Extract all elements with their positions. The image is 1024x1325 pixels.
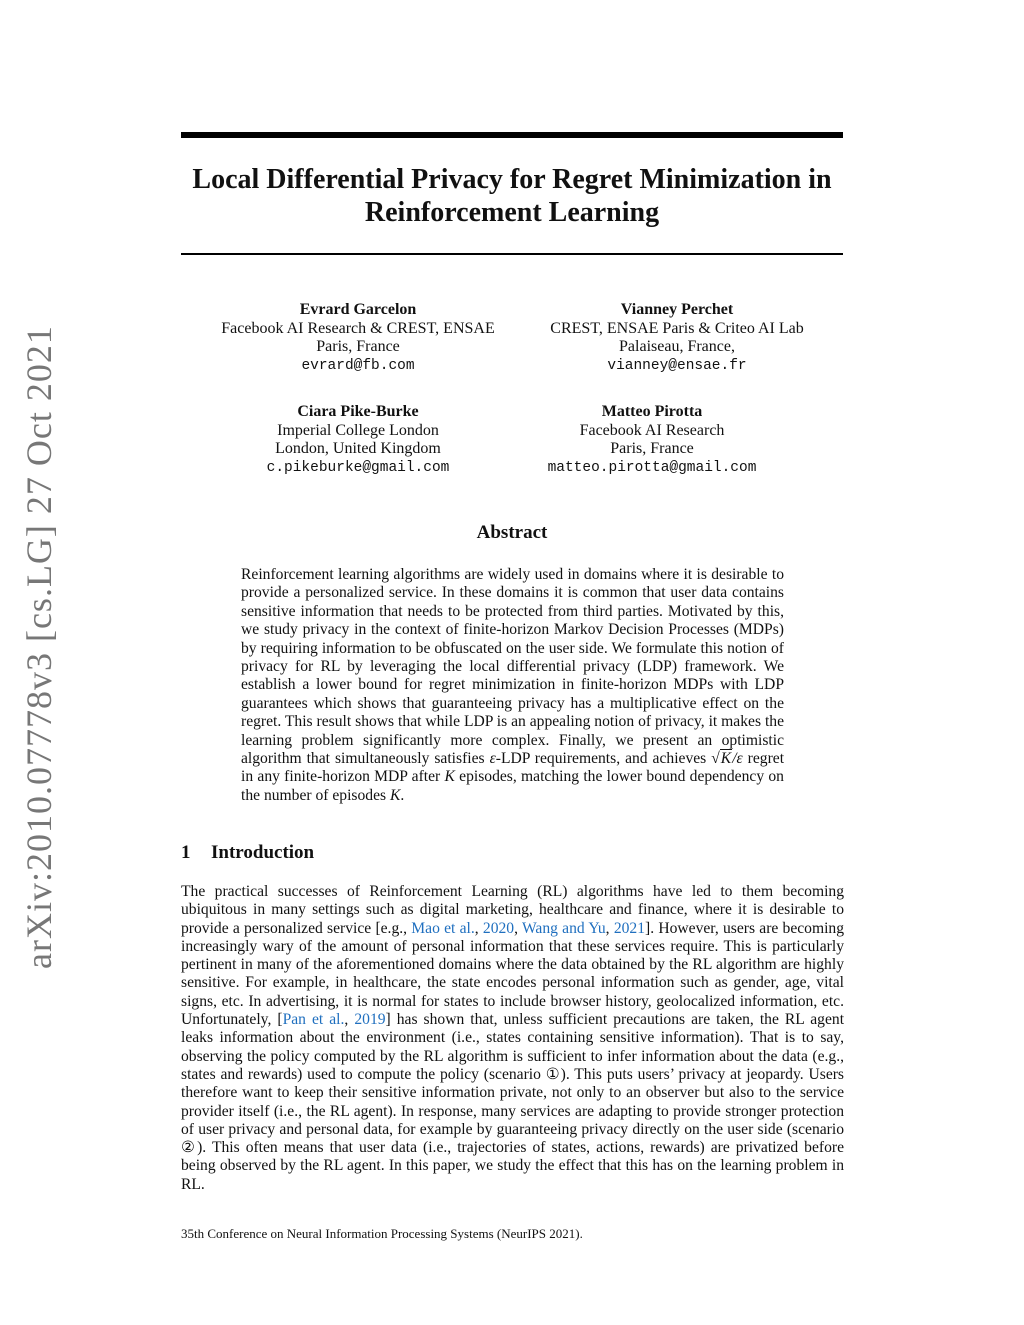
abstract-heading: Abstract [476, 522, 548, 543]
abstract-body [241, 566, 784, 805]
citation-link[interactable]: Pan et al. [282, 1011, 345, 1029]
citation-separator: , [474, 919, 483, 937]
title-line-1: Local Differential Privacy for Regret Minimization in [192, 164, 832, 195]
section-number: 1 [181, 842, 191, 863]
section-heading-introduction [181, 842, 314, 864]
abstract-period: . [400, 786, 405, 804]
author-name: Matteo Pirotta [601, 403, 703, 420]
citation-link[interactable]: Mao et al. [411, 919, 475, 937]
author-name: Vianney Perchet [620, 301, 734, 318]
abstract-text-regret: regret in any finite-horizon MDP after [241, 750, 785, 786]
conference-footnote: 35th Conference on Neural Information Processing Systems (NeurIPS 2021). [181, 1226, 583, 1241]
introduction-paragraph [181, 883, 844, 1194]
author-location: London, United Kingdom [275, 440, 441, 457]
title-line-2: Reinforcement Learning [364, 197, 660, 228]
epsilon-symbol: ε [489, 750, 496, 768]
sqrt-expression: √K/ε [711, 750, 743, 768]
title-bottom-rule [181, 253, 843, 255]
author-location: Palaiseau, France, [619, 338, 735, 355]
author-email[interactable]: evrard@fb.com [301, 357, 415, 374]
citation-separator: , [344, 1011, 355, 1029]
section-title: Introduction [211, 842, 315, 863]
author-location: Paris, France [316, 338, 400, 355]
citation-separator: , [605, 919, 614, 937]
author-name: Evrard Garcelon [299, 301, 417, 318]
abstract-text-episodes: episodes, matching the lower bound dependency on the number of episodes [241, 768, 784, 804]
author-affiliation: Imperial College London [277, 421, 439, 439]
author-block-4 [492, 403, 812, 477]
arxiv-stamp-container [0, 0, 90, 1325]
author-email[interactable]: matteo.pirotta@gmail.com [547, 459, 757, 476]
author-block-3 [198, 403, 518, 477]
author-location: Paris, France [610, 440, 694, 457]
paper-title [181, 163, 843, 229]
abstract-text-main: Reinforcement learning algorithms are widely used in domains where it is desirable to provide a personalized service. In these domains it is common that user data contains sensitive information that needs to be protected from third parties. Motivated by this, we study privacy in the context of finite-horizon Markov Decision Processes (MDPs) by requiring information to be obfuscated on the user side. We formulate this notion of privacy for RL by leveraging the local differential privacy (LDP) framework. We establish a lower bound for regret minimization in finite-horizon MDPs with LDP guarantees which shows that guaranteeing privacy has a multiplicative effect on the regret. This result shows that while LDP is an appealing notion of privacy, it makes the learning problem significantly more complex. Finally, we present an optimistic algorithm that simultaneously satisfies [241, 566, 784, 768]
citation-link[interactable]: 2019 [354, 1011, 386, 1029]
citation-link[interactable]: Wang and Yu [521, 919, 606, 937]
intro-text-3: ] has shown that, unless sufficient precautions are taken, the RL agent leaks information about the environment (i.e., states containing sensitive information). That is to say, observing the policy computed by the RL algorithm is sufficient to infer information about the data (e.g., states and rewards) used to compute the policy (scenario ①). This puts users’ privacy at jeopardy. Users therefore want to keep their sensitive information private, not only to an observer but also to the service provider itself (i.e., the RL agent). In response, many services are adapting to provide stronger protection of user privacy and personal data, for example by guaranteeing privacy directly on the user side (scenario ②). This often means that user data (i.e., trajectories of states, actions, rewards) are privatized before being observed by the RL agent. In this paper, we study the effect that this has on the learning problem in RL. [181, 1011, 845, 1193]
episodes-symbol-final: K [389, 786, 401, 804]
author-email[interactable]: c.pikeburke@gmail.com [266, 459, 450, 476]
author-affiliation: CREST, ENSAE Paris & Criteo AI Lab [550, 319, 804, 337]
slash-epsilon: /ε [732, 750, 743, 768]
author-name: Ciara Pike-Burke [297, 403, 419, 420]
abstract-text-ldp: -LDP requirements, and achieves [495, 750, 707, 768]
arxiv-stamp: arXiv:2010.07778v3 [cs.LG] 27 Oct 2021 [19, 325, 59, 969]
title-top-rule [181, 132, 843, 138]
intro-text-2: ]. However, users are becoming increasingly wary of the amount of personal information that these services require. This is particularly pertinent in many of the aforementioned domains where the data obtained by the RL algorithm are highly sensitive. For example, in healthcare, the state encodes personal information such as gender, age, vital signs, etc. In advertising, it is normal for states to include browser history, geolocalized information, etc. Unfortunately, [ [181, 919, 845, 1029]
episodes-symbol: K [444, 768, 455, 786]
citation-link[interactable]: 2020 [482, 919, 515, 937]
author-block-2 [517, 301, 837, 375]
intro-text-1: The practical successes of Reinforcement Learning (RL) algorithms have led to them becoming ubiquitous in many settings such as digital marketing, healthcare and finance, where it is desirable to provide a personalized service [e.g., [181, 883, 844, 937]
citation-link[interactable]: 2021 [613, 919, 645, 937]
sqrt-argument: K [720, 750, 732, 768]
author-affiliation: Facebook AI Research [579, 421, 725, 439]
author-email[interactable]: vianney@ensae.fr [607, 357, 747, 374]
citation-separator: , [514, 919, 522, 937]
author-block-1 [198, 301, 518, 375]
author-affiliation: Facebook AI Research & CREST, ENSAE [221, 319, 495, 337]
